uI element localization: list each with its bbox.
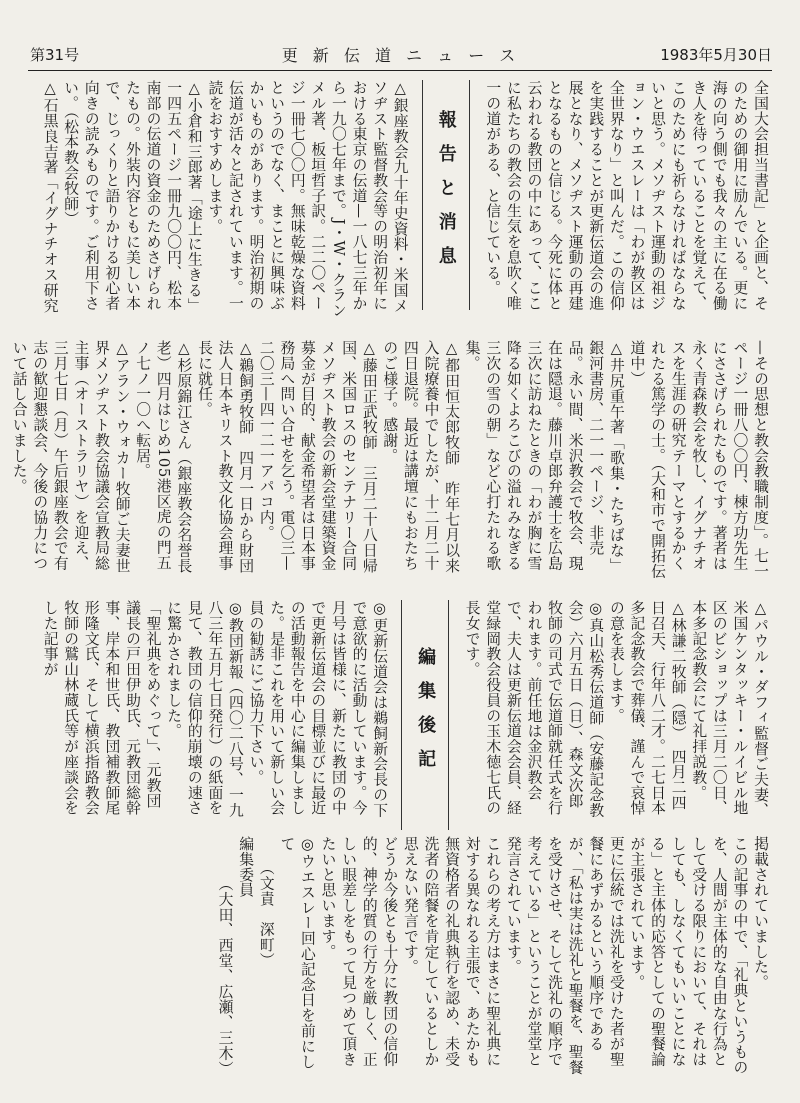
editorial-paragraph: どうか今後とも十分に教団の信仰的、神学的質の行方を厳しく、正しい眼差しをもって見つめて頂きたいと思います。	[319, 836, 399, 1067]
report-item: △銀座教会九十年史資料・米国メソヂスト監督教会等の明治初年における東京の伝道—一八七三年から一九〇七年まで。J・W・クランメル著、板垣哲子訳。二二〇ページ一冊七〇〇円。無味乾燥な資料というのでなく、まことに興味ぶかいものがあります。明治初期の伝道が活々と記されています。一読をおすすめします。	[206, 80, 409, 318]
report-item: △鵜飼勇牧師 四月一日から財団法人日本キリスト教文化協会理事長に就任。	[195, 340, 255, 574]
tier-1	[30, 80, 770, 325]
report-item: ◎真山松秀伝道師（安藤記念教会）六月五日（日）、森文次郎牧師の司式で伝道師就任式を行われます。前任地は金沢教会で、夫人は更新伝道会会員、経堂緑岡教会役員の玉木徳七氏の長女です。	[463, 600, 605, 818]
editorial-paragraph: 更に伝統では洗礼を受けた者が聖餐にあずかるという順序であるが、「私は実は洗礼と聖餐を、聖餐を受けさせ、そして洗礼の順序で考えている」ということが堂堂と発言されています。	[504, 836, 625, 1075]
section-heading-reports: 報告と消息	[422, 80, 470, 310]
header-rule	[28, 70, 772, 71]
report-item: △藤田正武牧師 三月二十八日帰国、米国ロスのセンテナリー合同メソヂスト教会の新会堂建築資金募金が目的、献金希望者は日本事務局へ問い合せを乞う。電〇三—二〇三—四一二一アパコ内。	[257, 340, 378, 574]
editorial-paragraph: ◎教団新報（四〇二八号、一九八三年五月七日発行）の紙面を見て、教団の信仰的崩壊の速さに驚かされました。	[165, 600, 244, 818]
tier-4	[30, 836, 770, 1076]
tier-2	[10, 340, 770, 585]
report-item: △井尻重午著「歌集・たちばな」銀河書房、二一一ページ、非売品。永い間、米沢教会で牧会、現在は隠退。藤川卓郎弁護士を広島三次に訪ねたときの「わが胸に雪降る如くよろこびの溢れみなぎる三次の雪の朝」など心打たれる歌集。	[463, 340, 625, 574]
newspaper-header	[30, 38, 772, 70]
issue-number: 第31号	[30, 45, 80, 64]
article-paragraph: 全国大会担当書記」と企画と、そのための御用に励んでいる。更に海の向う側でも我々の主に在る働き人を待っていることを覚えて、このためにも祈らなければならないと思う。メソヂスト運動の祖ジョン・ウエスレーは「わが教区は全世界なり」と叫んだ。この信仰を実践することが更新伝道会の進展となり、メソヂスト運動の再建となるものと信じる。今死に体と云われる教団の中にあって、ここに私たちの教会の生気を息吹く唯一の道がある、と信じている。	[484, 80, 769, 311]
report-item: △杉原錦江さん（銀座教会名誉長老）四月はじめ105港区虎の門五ノ七ノ一〇へ転居。	[134, 340, 193, 574]
section-heading-editorial: 編集後記	[401, 600, 449, 830]
editorial-paragraph: ◎更新伝道会は鵜飼新会長の下で意欲的に活動しています。今月号は皆様に、新たに教団の中で更新伝道会の目標並びに最近の活動報告を中心に編集しました。是非これを用いて新しい会員の勧誘にご協力下さい。	[247, 600, 389, 818]
newspaper-title: 更 新 伝 道 ニ ュ ー ス	[281, 45, 521, 65]
editorial-paragraph: 掲載されていました。	[752, 836, 769, 990]
editorial-members: （大田、西堂、広瀬、三木）	[216, 876, 234, 1077]
report-item: △都田恒太郎牧師 昨年七月以来入院療養中でしたが、十二月二十四日退院。最近は講壇にもおたちのご様子。感謝。	[381, 340, 461, 574]
report-item: △林謙二牧師（隠） 四月二四日召天、行年八二才。二七日本多記念教会で葬儀、謹んで哀悼の意を表します。	[607, 600, 687, 816]
report-item: △小倉和三郎著「途上に生きる」一四五ページ一冊九〇〇円、松本南部の伝道の資金のためさげられたもの。外装内容ともに美しい本で、じっくりと語りかける初心者向きの読みものです。ご利用下さい。（松本教会牧師）	[62, 80, 203, 314]
editorial-paragraph: この記事の中で、「礼典というものを、人間が主体的な自由な行為として受ける限りにおいて、それはしても、しなくてもいいことになる」と主体的応答としての聖餐論が主張されています。	[628, 836, 749, 1075]
issue-date: 1983年5月30日	[660, 45, 772, 64]
editorial-members-label: 編集委員	[237, 836, 255, 898]
editorial-paragraph: 「聖礼典をめぐって」、元教団議長の戸田伊助氏、元教団総幹事、岸本和世氏、教団補教師尾形隆文氏、そして横浜指路教会牧師の鷲山林蔵氏等が座談会をした記事が	[41, 600, 162, 816]
report-item: △パウル・ダフィ監督ご夫妻、米国ケンタッキー・ルイビル地区のビショップは三月二〇日、本多記念教会にて礼拝説教。	[690, 600, 769, 818]
editorial-paragraph: ◎ウエスレー回心記念日を前にして	[278, 836, 316, 1070]
tier-3	[30, 600, 770, 820]
report-item: —その思想と教会教職制度」。七一ページ一冊八〇〇円、棟方功先生にささげられたものです。著者は永く青森教会を牧し、イグナチオスを生涯の研究テーマとするかくれたる篤学の士。（大和市で開拓伝道中）	[628, 340, 769, 579]
report-item: △アラン・ウォカー牧師ご夫妻世界メソヂスト教会協議会宣教局総主事（オーストラリヤ）を迎え、三月七日（月）午后銀座教会で有志の歓迎懇談会、今後の協力について話し合いました。	[10, 340, 131, 574]
editorial-credit: （文責 深町）	[257, 860, 275, 968]
report-item: △石黒良吉著「イグナチオス研究	[41, 80, 59, 314]
editorial-paragraph: これらの考え方はまさに聖礼典に対する異なれる主張で、あたかも無資格者の礼典執行を認め、未受洗者の陪餐を肯定しているとしか思えない発言です。	[401, 836, 502, 1067]
